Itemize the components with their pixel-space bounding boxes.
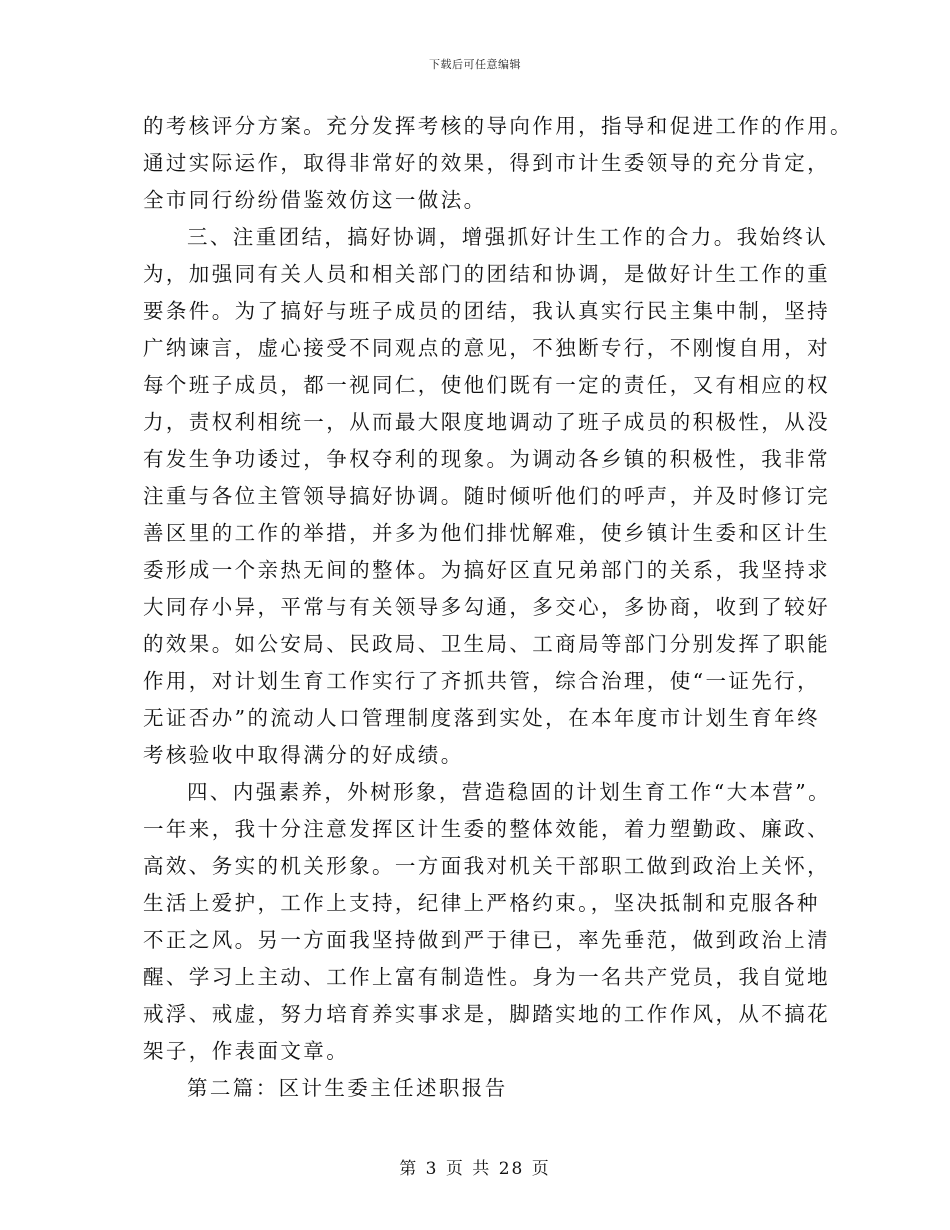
body-line: 一年来，我十分注意发挥区计生委的整体效能，着力塑勤政、廉政、 xyxy=(143,817,830,841)
body-line: 生活上爱护，工作上支持，纪律上严格约束。，坚决抵制和克服各种 xyxy=(143,891,820,915)
body-line: 作用，对计划生育工作实行了齐抓共管，综合治理，使“一证先行， xyxy=(143,669,820,693)
body-line: 每个班子成员，都一视同仁，使他们既有一定的责任，又有相应的权 xyxy=(143,373,830,397)
body-line: 不正之风。另一方面我坚持做到严于律已，率先垂范，做到政治上清 xyxy=(143,928,830,952)
body-line: 醒、学习上主动、工作上富有制造性。身为一名共产党员，我自觉地 xyxy=(143,965,830,989)
body-line: 注重与各位主管领导搞好协调。随时倾听他们的呼声，并及时修订完 xyxy=(143,484,830,508)
body-line: 为，加强同有关人员和相关部门的团结和协调，是做好计生工作的重 xyxy=(143,262,830,286)
body-line: 大同存小异，平常与有关领导多勾通，多交心，多协商，收到了较好 xyxy=(143,595,830,619)
body-line: 通过实际运作，取得非常好的效果，得到市计生委领导的充分肯定， xyxy=(143,151,830,175)
page-number: 第 3 页 共 28 页 xyxy=(399,1159,551,1179)
body-line: 力，责权利相统一，从而最大限度地调动了班子成员的积极性，从没 xyxy=(143,410,830,434)
body-line: 高效、务实的机关形象。一方面我对机关干部职工做到政治上关怀， xyxy=(143,854,830,878)
body-line: 全市同行纷纷借鉴效仿这一做法。 xyxy=(143,188,487,212)
body-line: 善区里的工作的举措，并多为他们排忧解难，使乡镇计生委和区计生 xyxy=(143,521,830,545)
body-line: 的考核评分方案。充分发挥考核的导向作用，指导和促进工作的作用。 xyxy=(143,114,853,138)
body-line: 广纳谏言，虚心接受不同观点的意见，不独断专行，不刚愎自用，对 xyxy=(143,336,830,360)
document-body xyxy=(143,108,853,1107)
chapter-title-line: 第二篇：区计生委主任述职报告 xyxy=(187,1076,508,1100)
body-line: 有发生争功诿过，争权夺利的现象。为调动各乡镇的积极性，我非常 xyxy=(143,447,830,471)
section-heading-line: 四、内强素养，外树形象，营造稳固的计划生育工作“大本营”。 xyxy=(187,780,832,804)
body-line: 要条件。为了搞好与班子成员的团结，我认真实行民主集中制，坚持 xyxy=(143,299,830,323)
body-line: 无证否办”的流动人口管理制度落到实处，在本年度市计划生育年终 xyxy=(143,706,820,730)
body-line: 委形成一个亲热无间的整体。为搞好区直兄弟部门的关系，我坚持求 xyxy=(143,558,830,582)
header-note: 下载后可任意编辑 xyxy=(429,58,521,71)
body-line: 架子，作表面文章。 xyxy=(143,1039,350,1063)
body-line: 考核验收中取得满分的好成绩。 xyxy=(143,743,464,767)
body-line: 戒浮、戒虚，努力培育养实事求是，脚踏实地的工作作风，从不搞花 xyxy=(143,1002,830,1026)
section-heading-line: 三、注重团结，搞好协调，增强抓好计生工作的合力。我始终认 xyxy=(187,225,829,249)
body-line: 的效果。如公安局、民政局、卫生局、工商局等部门分别发挥了职能 xyxy=(143,632,830,656)
